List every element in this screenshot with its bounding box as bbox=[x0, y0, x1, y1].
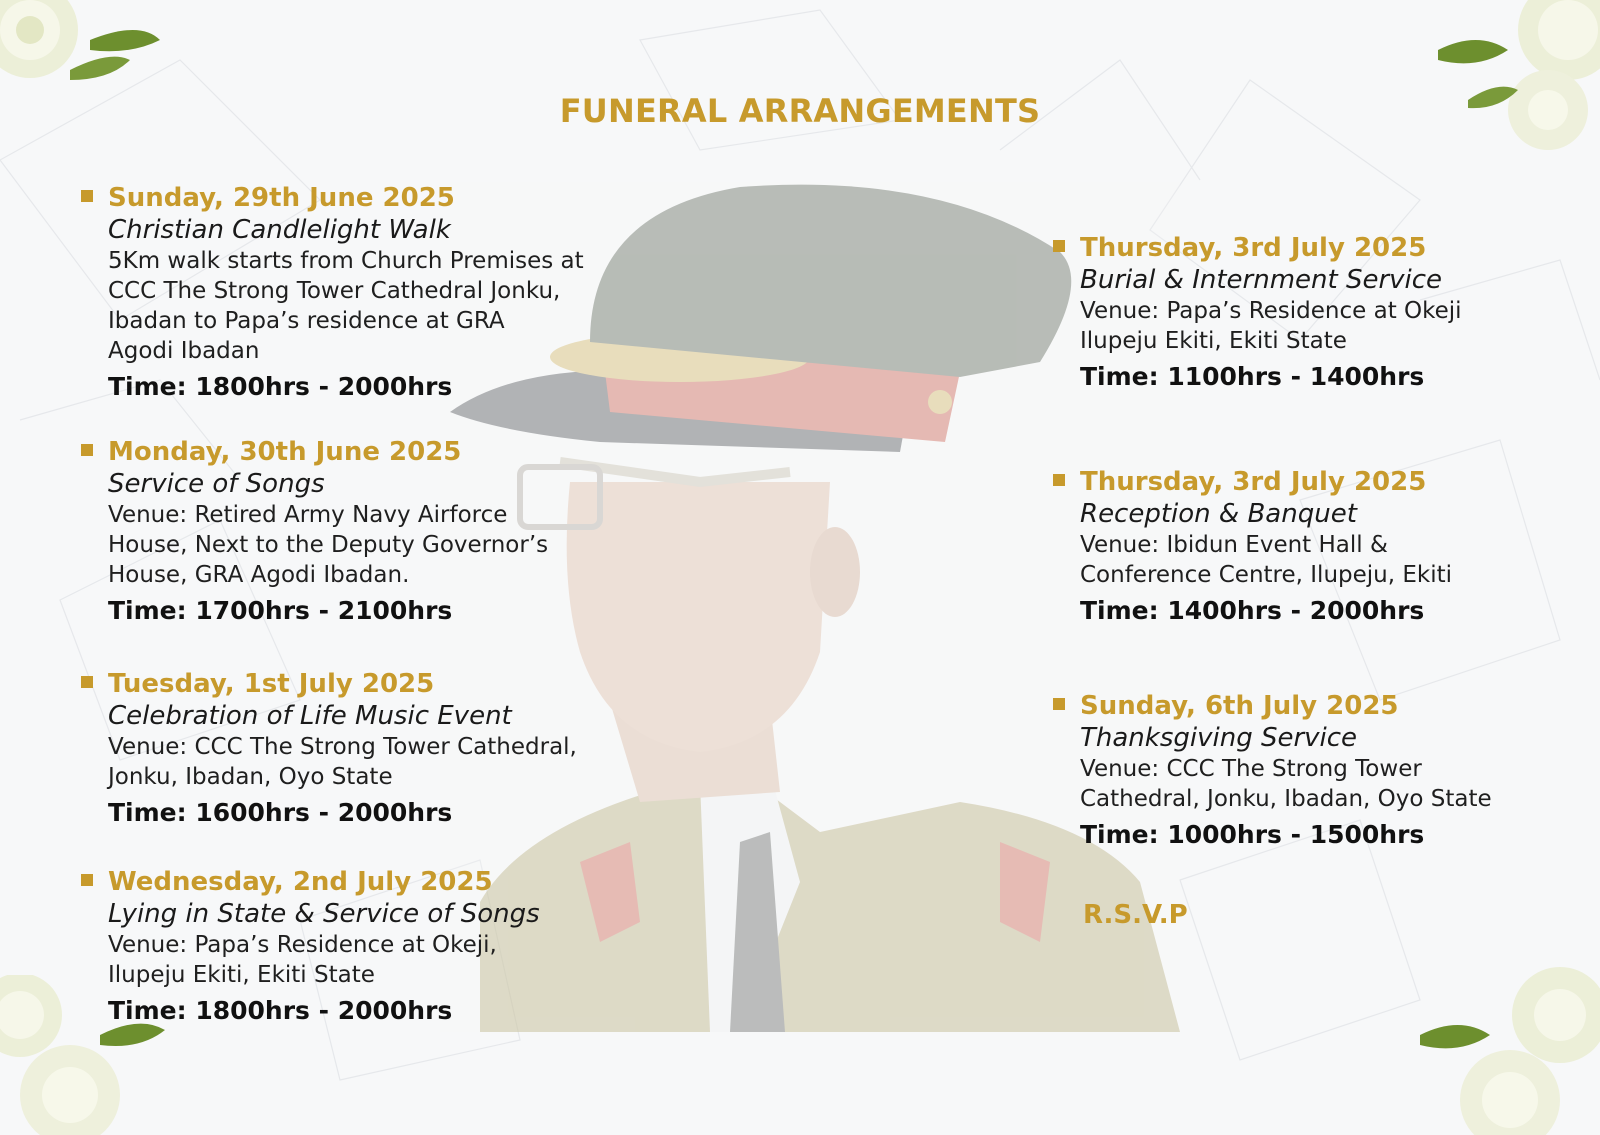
event-name: Christian Candlelight Walk bbox=[108, 215, 451, 245]
rose-decoration-top-right bbox=[1398, 0, 1600, 160]
event-name: Celebration of Life Music Event bbox=[108, 701, 512, 731]
event-time: Time: 1600hrs - 2000hrs bbox=[108, 798, 453, 827]
event-time: Time: 1400hrs - 2000hrs bbox=[1080, 596, 1425, 625]
event-detail: 5Km walk starts from Church Premises at bbox=[108, 248, 584, 274]
bullet-icon bbox=[81, 676, 93, 688]
event-detail: Agodi Ibadan bbox=[108, 338, 260, 364]
bullet-icon bbox=[81, 444, 93, 456]
rsvp-label: R.S.V.P bbox=[1083, 900, 1188, 930]
event-name: Burial & Internment Service bbox=[1080, 265, 1443, 295]
event-item bbox=[1080, 690, 1492, 852]
event-date: Monday, 30th June 2025 bbox=[108, 437, 462, 467]
event-detail: Venue: Papa’s Residence at Okeji, bbox=[108, 932, 497, 958]
event-item bbox=[108, 436, 548, 628]
event-date: Tuesday, 1st July 2025 bbox=[108, 669, 435, 699]
bullet-icon bbox=[81, 190, 93, 202]
event-detail: CCC The Strong Tower Cathedral Jonku, bbox=[108, 278, 561, 304]
event-detail: Ibadan to Papa’s residence at GRA bbox=[108, 308, 505, 334]
event-name: Lying in State & Service of Songs bbox=[108, 899, 540, 929]
event-item bbox=[108, 866, 540, 1028]
event-date: Thursday, 3rd July 2025 bbox=[1080, 233, 1427, 263]
event-detail: Ilupeju Ekiti, Ekiti State bbox=[108, 962, 375, 988]
event-detail: Venue: CCC The Strong Tower bbox=[1080, 756, 1422, 782]
rose-decoration-bottom-right bbox=[1400, 965, 1600, 1135]
event-detail: Ilupeju Ekiti, Ekiti State bbox=[1080, 328, 1347, 354]
event-date: Wednesday, 2nd July 2025 bbox=[108, 867, 493, 897]
bullet-icon bbox=[1053, 698, 1065, 710]
bullet-icon bbox=[81, 874, 93, 886]
page-title: FUNERAL ARRANGEMENTS bbox=[559, 92, 1041, 130]
event-detail: House, Next to the Deputy Governor’s bbox=[108, 532, 549, 558]
event-detail: Venue: Retired Army Navy Airforce bbox=[108, 502, 508, 528]
event-detail: Conference Centre, Ilupeju, Ekiti bbox=[1080, 562, 1453, 588]
event-detail: Venue: CCC The Strong Tower Cathedral, bbox=[108, 734, 577, 760]
event-detail: Venue: Ibidun Event Hall & bbox=[1080, 532, 1388, 558]
event-detail: Jonku, Ibadan, Oyo State bbox=[108, 764, 393, 790]
event-name: Service of Songs bbox=[108, 469, 325, 499]
event-detail: Cathedral, Jonku, Ibadan, Oyo State bbox=[1080, 786, 1492, 812]
event-detail: Venue: Papa’s Residence at Okeji bbox=[1080, 298, 1462, 324]
event-item bbox=[1080, 466, 1452, 628]
event-item bbox=[1080, 232, 1462, 394]
event-item bbox=[108, 668, 577, 830]
bullet-icon bbox=[1053, 240, 1065, 252]
event-detail: House, GRA Agodi Ibadan. bbox=[108, 562, 410, 588]
event-time: Time: 1800hrs - 2000hrs bbox=[108, 996, 453, 1025]
event-time: Time: 1800hrs - 2000hrs bbox=[108, 372, 453, 401]
event-time: Time: 1100hrs - 1400hrs bbox=[1080, 362, 1425, 391]
event-date: Sunday, 29th June 2025 bbox=[108, 183, 455, 213]
event-time: Time: 1700hrs - 2100hrs bbox=[108, 596, 453, 625]
event-item bbox=[108, 182, 584, 404]
event-date: Sunday, 6th July 2025 bbox=[1080, 691, 1399, 721]
event-date: Thursday, 3rd July 2025 bbox=[1080, 467, 1427, 497]
event-time: Time: 1000hrs - 1500hrs bbox=[1080, 820, 1425, 849]
event-name: Reception & Banquet bbox=[1080, 499, 1357, 529]
bullet-icon bbox=[1053, 474, 1065, 486]
event-name: Thanksgiving Service bbox=[1080, 723, 1358, 753]
